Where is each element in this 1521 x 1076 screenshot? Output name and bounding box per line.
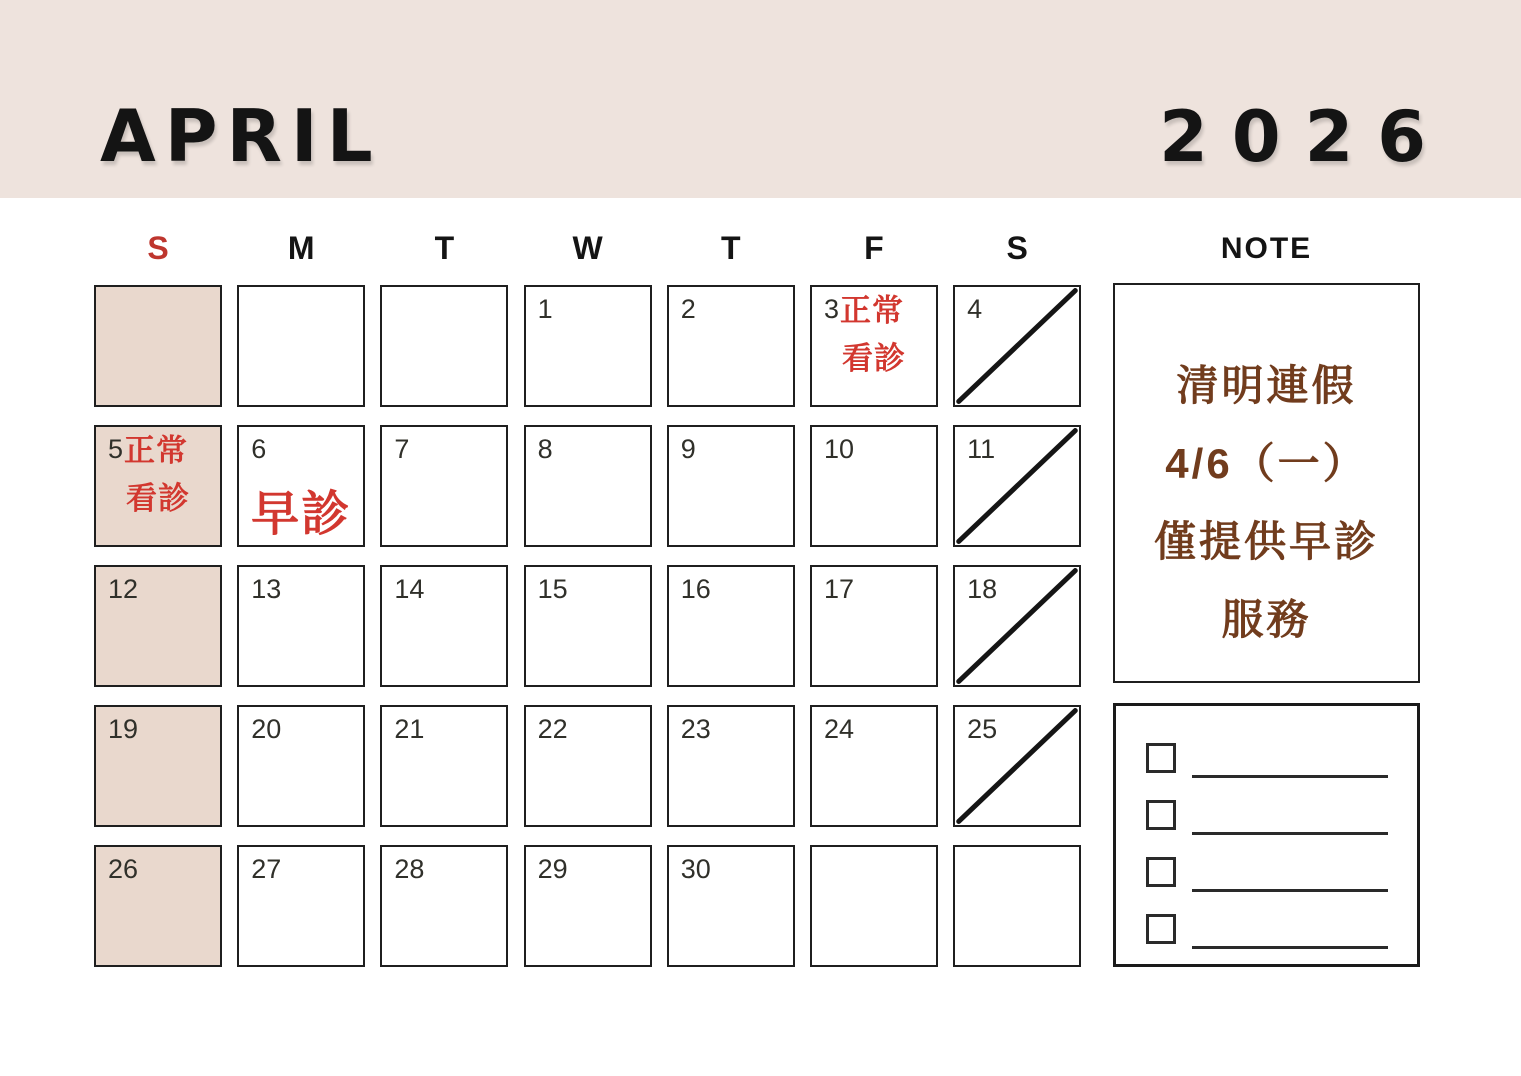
day-cell-1 xyxy=(524,285,652,407)
empty-day-cell xyxy=(953,845,1081,967)
day-number: 15 xyxy=(537,574,568,604)
calendar-grid xyxy=(94,285,1081,967)
day-cell-3 xyxy=(810,285,938,407)
day-number: 29 xyxy=(537,854,568,884)
note-text-line: 服務 xyxy=(1221,596,1312,643)
day-number: 18 xyxy=(967,574,998,604)
day-cell-7 xyxy=(380,425,508,547)
day-number: 7 xyxy=(394,434,410,464)
day-number: 6 xyxy=(251,434,267,464)
day-cell-8 xyxy=(524,425,652,547)
note-text-line: 清明連假 xyxy=(1176,362,1357,409)
day-number: 22 xyxy=(537,714,568,744)
day-cell-28 xyxy=(380,845,508,967)
checkbox-icon[interactable] xyxy=(1146,743,1176,773)
checklist-box xyxy=(1113,703,1420,967)
note-text-line: 僅提供早診 xyxy=(1153,518,1379,565)
day-cell-17 xyxy=(810,565,938,687)
day-number: 14 xyxy=(394,574,425,604)
diagonal-strikeout-icon xyxy=(955,707,1079,825)
day-cell-9 xyxy=(667,425,795,547)
diagonal-strikeout-icon xyxy=(955,567,1079,685)
diagonal-strikeout-icon xyxy=(955,427,1079,545)
checklist-row xyxy=(1146,791,1417,835)
note-box xyxy=(1113,283,1420,683)
checklist-row xyxy=(1146,734,1417,778)
clinic-note: 看診 xyxy=(126,481,190,517)
day-cell-4 xyxy=(953,285,1081,407)
weekday-sunday: S xyxy=(147,230,169,266)
day-number: 10 xyxy=(823,434,854,464)
day-cell-21 xyxy=(380,705,508,827)
day-cell-12 xyxy=(94,565,222,687)
weekday-friday: F xyxy=(864,230,884,266)
clinic-note: 早診 xyxy=(251,488,352,542)
weekday-saturday: S xyxy=(1006,230,1028,266)
checklist-blank-line xyxy=(1192,946,1388,949)
empty-day-cell xyxy=(810,845,938,967)
day-cell-10 xyxy=(810,425,938,547)
day-number: 27 xyxy=(251,854,282,884)
day-number: 5 xyxy=(108,434,124,464)
day-cell-22 xyxy=(524,705,652,827)
day-cell-6 xyxy=(237,425,365,547)
day-number: 13 xyxy=(251,574,282,604)
day-cell-16 xyxy=(667,565,795,687)
checklist-row xyxy=(1146,848,1417,892)
checklist-blank-line xyxy=(1192,832,1388,835)
checkbox-icon[interactable] xyxy=(1146,800,1176,830)
weekday-wednesday: W xyxy=(572,230,603,266)
day-cell-26 xyxy=(94,845,222,967)
day-number: 4 xyxy=(967,294,983,324)
day-number: 8 xyxy=(537,434,553,464)
day-number: 3 xyxy=(823,294,839,324)
day-cell-11 xyxy=(953,425,1081,547)
month-title: APRIL xyxy=(100,94,382,178)
day-number: 24 xyxy=(823,714,854,744)
day-cell-24 xyxy=(810,705,938,827)
day-number: 28 xyxy=(394,854,425,884)
day-number: 2 xyxy=(680,294,696,324)
checklist-blank-line xyxy=(1192,775,1388,778)
day-cell-19 xyxy=(94,705,222,827)
header-band xyxy=(0,0,1521,198)
day-number: 26 xyxy=(108,854,139,884)
day-number: 12 xyxy=(108,574,139,604)
day-number: 21 xyxy=(394,714,425,744)
checkbox-icon[interactable] xyxy=(1146,914,1176,944)
day-number: 30 xyxy=(680,854,711,884)
empty-day-cell xyxy=(94,285,222,407)
day-cell-29 xyxy=(524,845,652,967)
clinic-note: 看診 xyxy=(841,341,906,377)
day-number: 19 xyxy=(108,714,139,744)
day-number: 25 xyxy=(967,714,998,744)
day-cell-27 xyxy=(237,845,365,967)
day-number: 23 xyxy=(680,714,711,744)
clinic-note: 正常 xyxy=(839,293,904,328)
day-cell-20 xyxy=(237,705,365,827)
day-number: 17 xyxy=(823,574,854,604)
day-cell-5 xyxy=(94,425,222,547)
clinic-note: 正常 xyxy=(124,433,189,468)
diagonal-strikeout-icon xyxy=(955,287,1079,405)
day-cell-2 xyxy=(667,285,795,407)
day-number: 11 xyxy=(967,434,996,464)
weekday-monday: M xyxy=(287,230,315,266)
empty-day-cell xyxy=(380,285,508,407)
day-number: 16 xyxy=(680,574,711,604)
day-cell-30 xyxy=(667,845,795,967)
note-column-title: NOTE xyxy=(1220,232,1313,265)
day-cell-14 xyxy=(380,565,508,687)
year-label: 2026 xyxy=(1159,96,1450,178)
checklist-row xyxy=(1146,905,1417,949)
day-cell-23 xyxy=(667,705,795,827)
day-number: 20 xyxy=(251,714,282,744)
day-cell-15 xyxy=(524,565,652,687)
day-cell-25 xyxy=(953,705,1081,827)
checkbox-icon[interactable] xyxy=(1146,857,1176,887)
checklist-blank-line xyxy=(1192,889,1388,892)
weekday-tuesday: T xyxy=(434,230,455,266)
note-text-line: 4/6（一） xyxy=(1165,440,1368,487)
day-number: 9 xyxy=(680,434,696,464)
weekday-header-row xyxy=(94,230,1081,267)
day-cell-18 xyxy=(953,565,1081,687)
weekday-thursday: T xyxy=(720,230,741,266)
day-number: 1 xyxy=(537,294,553,324)
day-cell-13 xyxy=(237,565,365,687)
empty-day-cell xyxy=(237,285,365,407)
